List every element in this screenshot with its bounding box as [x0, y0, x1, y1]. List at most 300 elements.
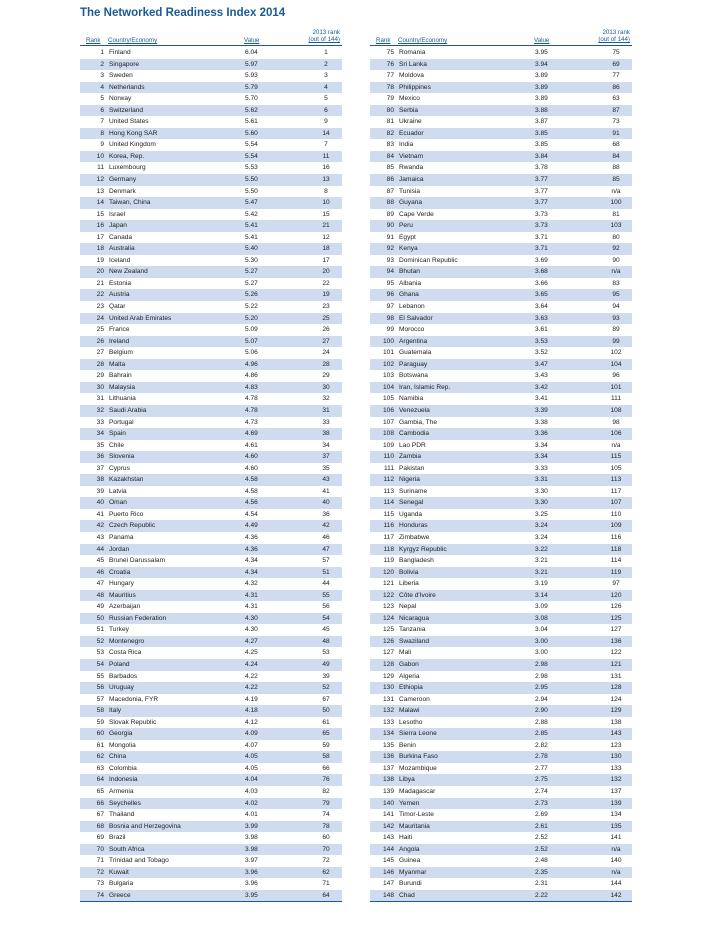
- rank-cell: 7: [100, 118, 104, 126]
- rank-2013-cell: n/a: [611, 868, 621, 876]
- table-row: [370, 532, 632, 544]
- country-cell: Morocco: [399, 326, 425, 334]
- value-cell: 4.86: [245, 372, 258, 380]
- table-row: [370, 601, 632, 613]
- value-cell: 6.04: [245, 49, 258, 56]
- table-row: [80, 440, 342, 452]
- country-cell: Botswana: [399, 372, 428, 380]
- rank-2013-cell: 4: [324, 83, 328, 91]
- table-row: [80, 128, 342, 140]
- rank-2013-cell: 69: [612, 60, 620, 68]
- table-row: [370, 751, 632, 763]
- rank-2013-cell: 3: [324, 72, 328, 80]
- country-cell: Taiwan, China: [109, 199, 151, 207]
- table-row: [370, 232, 632, 244]
- table-row: [80, 740, 342, 752]
- table-row: [370, 567, 632, 579]
- value-cell: 3.87: [535, 118, 548, 126]
- country-cell: Hong Kong SAR: [109, 129, 158, 137]
- country-cell: Côte d'Ivoire: [399, 591, 436, 599]
- table-row: [370, 867, 632, 879]
- rank-2013-cell: 30: [322, 383, 330, 391]
- table-row: [370, 486, 632, 498]
- rank-2013-cell: 27: [322, 337, 330, 345]
- country-cell: Argentina: [399, 337, 428, 345]
- country-cell: Nepal: [399, 603, 417, 611]
- rank-cell: 89: [386, 210, 394, 218]
- rank-2013-cell: 118: [610, 545, 622, 553]
- rank-cell: 77: [386, 72, 394, 80]
- table-row: [80, 624, 342, 636]
- rank-2013-cell: 87: [612, 106, 620, 114]
- value-cell: 3.30: [535, 499, 548, 507]
- rank-2013-cell: 65: [322, 730, 330, 738]
- country-cell: El Salvador: [399, 314, 433, 322]
- value-cell: 3.89: [535, 72, 548, 80]
- country-cell: Sierra Leone: [399, 730, 437, 738]
- table-header: [80, 27, 342, 46]
- table-row: [370, 671, 632, 683]
- rank-cell: 67: [96, 811, 104, 819]
- value-cell: 4.03: [245, 788, 258, 795]
- country-cell: Chile: [109, 441, 125, 449]
- value-cell: 5.40: [245, 245, 258, 253]
- table-row: [80, 544, 342, 556]
- value-cell: 3.84: [535, 152, 548, 160]
- rank-2013-cell: 139: [610, 799, 622, 807]
- rank-cell: 56: [96, 684, 104, 692]
- rank-2013-cell: 40: [322, 499, 330, 507]
- rank-2013-cell: 84: [612, 152, 620, 160]
- rank-2013-cell: 7: [324, 141, 328, 149]
- rank-cell: 144: [382, 845, 394, 853]
- country-cell: Liberia: [399, 580, 419, 588]
- rank-cell: 35: [96, 441, 104, 449]
- country-cell: Yemen: [399, 799, 420, 807]
- country-cell: Myanmar: [399, 868, 427, 876]
- country-cell: Denmark: [109, 187, 136, 195]
- country-cell: Pakistan: [399, 464, 425, 472]
- country-cell: Bulgaria: [109, 880, 134, 888]
- rank-cell: 135: [382, 741, 394, 749]
- table-row: [80, 520, 342, 532]
- rank-2013-cell: 81: [612, 210, 620, 218]
- country-cell: Norway: [109, 95, 132, 103]
- country-cell: United States: [109, 118, 149, 126]
- country-cell: Azerbaijan: [109, 603, 141, 611]
- rank-2013-cell: 128: [610, 684, 622, 692]
- country-cell: Suriname: [399, 487, 428, 495]
- value-cell: 2.22: [535, 891, 548, 899]
- rank-cell: 34: [96, 430, 104, 438]
- value-cell: 2.52: [535, 834, 548, 842]
- rank-2013-cell: 113: [610, 476, 622, 484]
- country-cell: Malta: [109, 360, 126, 368]
- table-row: [370, 347, 632, 359]
- rank-cell: 134: [382, 730, 394, 738]
- table-row: [80, 382, 342, 394]
- table-row: [80, 266, 342, 278]
- country-cell: Madagascar: [399, 788, 436, 795]
- value-cell: 3.65: [535, 291, 548, 299]
- table-row: [370, 624, 632, 636]
- rank-cell: 54: [96, 660, 104, 668]
- rank-cell: 112: [383, 476, 394, 484]
- rank-cell: 59: [96, 718, 104, 726]
- rank-cell: 75: [386, 49, 394, 56]
- rank-2013-cell: 126: [610, 603, 622, 611]
- rank-cell: 110: [383, 453, 394, 461]
- country-cell: Slovak Republic: [109, 718, 157, 726]
- rank-cell: 42: [96, 522, 104, 530]
- value-cell: 3.41: [535, 395, 548, 403]
- value-cell: 3.99: [245, 822, 258, 830]
- value-cell: 3.53: [535, 337, 548, 345]
- table-bottom-rule: [370, 901, 632, 902]
- rank-2013-cell: 64: [322, 891, 330, 899]
- rank-cell: 111: [383, 464, 394, 472]
- rank-2013-cell: n/a: [611, 268, 621, 276]
- table-row: [80, 278, 342, 290]
- country-cell: Peru: [399, 222, 413, 230]
- value-cell: 3.77: [535, 176, 548, 184]
- country-cell: Kuwait: [109, 868, 129, 876]
- rank-cell: 36: [96, 453, 104, 461]
- value-cell: 3.00: [535, 637, 548, 645]
- value-cell: 2.61: [535, 822, 548, 830]
- rank-2013-cell: 98: [612, 418, 620, 426]
- table-row: [370, 105, 632, 117]
- table-row: [80, 682, 342, 694]
- rank-2013-cell: 106: [610, 430, 622, 438]
- table-row: [80, 255, 342, 267]
- country-cell: Estonia: [109, 279, 131, 287]
- rank-cell: 97: [386, 303, 394, 311]
- table-row: [370, 647, 632, 659]
- rank-cell: 83: [386, 141, 394, 149]
- country-cell: Tanzania: [399, 626, 426, 634]
- rank-cell: 127: [382, 649, 394, 657]
- table-row: [370, 428, 632, 440]
- country-cell: Romania: [399, 49, 426, 56]
- rank-cell: 43: [96, 533, 104, 541]
- rank-2013-cell: 20: [322, 268, 330, 276]
- rank-2013-cell: 130: [610, 753, 622, 761]
- value-cell: 2.82: [535, 741, 548, 749]
- rank-2013-cell: 78: [322, 822, 330, 830]
- country-cell: Zambia: [399, 453, 421, 461]
- value-cell: 5.20: [245, 314, 258, 322]
- rank-2013-cell: 102: [610, 349, 622, 357]
- header-2013-rank-line2: (out of 144): [598, 36, 630, 44]
- country-cell: Albania: [399, 279, 421, 287]
- value-cell: 4.58: [245, 487, 258, 495]
- header-rank: Rank: [376, 37, 391, 44]
- rank-2013-cell: 12: [322, 233, 330, 241]
- rank-cell: 49: [96, 603, 104, 611]
- table-row: [370, 82, 632, 94]
- country-cell: Namibia: [399, 395, 424, 403]
- rank-cell: 87: [386, 187, 394, 195]
- country-cell: Sri Lanka: [399, 60, 427, 68]
- rank-cell: 142: [382, 822, 394, 830]
- rank-cell: 124: [382, 614, 394, 622]
- rank-2013-cell: 48: [322, 637, 330, 645]
- country-cell: Malawi: [399, 707, 420, 715]
- value-cell: 5.60: [245, 129, 258, 137]
- country-cell: Ecuador: [399, 129, 424, 137]
- table-row: [370, 578, 632, 590]
- country-cell: Cameroon: [399, 695, 430, 703]
- rank-cell: 32: [96, 406, 104, 414]
- rank-cell: 93: [386, 256, 394, 264]
- rank-cell: 10: [96, 152, 104, 160]
- value-cell: 4.60: [245, 453, 258, 461]
- country-cell: Burkina Faso: [399, 753, 438, 761]
- value-cell: 2.95: [535, 684, 548, 692]
- table-row: [370, 774, 632, 786]
- value-cell: 3.25: [535, 510, 548, 518]
- country-cell: Czech Republic: [109, 522, 156, 530]
- rank-cell: 143: [382, 834, 394, 842]
- header-value: Value: [244, 37, 260, 44]
- value-cell: 2.90: [535, 707, 548, 715]
- country-cell: Trinidad and Tobago: [109, 857, 169, 865]
- rank-2013-cell: 79: [322, 799, 330, 807]
- rank-2013-cell: 133: [610, 764, 622, 772]
- country-cell: Jordan: [109, 545, 130, 553]
- rank-cell: 28: [96, 360, 104, 368]
- table-row: [370, 497, 632, 509]
- page-title: The Networked Readiness Index 2014: [80, 7, 286, 19]
- value-cell: 4.31: [245, 591, 258, 599]
- country-cell: Uganda: [399, 510, 423, 518]
- value-cell: 5.26: [245, 291, 258, 299]
- value-cell: 4.22: [245, 684, 258, 692]
- country-cell: Colombia: [109, 764, 137, 772]
- country-cell: Italy: [109, 707, 122, 715]
- country-cell: Hungary: [109, 580, 134, 588]
- value-cell: 5.30: [245, 256, 258, 264]
- rank-2013-cell: 63: [612, 95, 620, 103]
- table-row: [80, 844, 342, 856]
- rank-2013-cell: 18: [322, 245, 330, 253]
- table-row: [80, 93, 342, 105]
- table-row: [370, 509, 632, 521]
- table-row: [370, 844, 632, 856]
- country-cell: Honduras: [399, 522, 428, 530]
- country-cell: Dominican Republic: [399, 256, 458, 264]
- rank-2013-cell: 125: [610, 614, 622, 622]
- rank-cell: 27: [96, 349, 104, 357]
- table-row: [370, 220, 632, 232]
- table-row: [80, 47, 342, 59]
- rank-2013-cell: 107: [610, 499, 622, 507]
- rank-cell: 61: [96, 741, 104, 749]
- rank-2013-cell: 44: [322, 580, 330, 588]
- table-row: [370, 694, 632, 706]
- rank-cell: 70: [96, 845, 104, 853]
- value-cell: 3.47: [535, 360, 548, 368]
- rank-cell: 98: [386, 314, 394, 322]
- value-cell: 3.30: [535, 487, 548, 495]
- rank-2013-cell: 23: [322, 303, 330, 311]
- rank-2013-cell: 114: [610, 557, 622, 565]
- country-cell: Canada: [109, 233, 133, 241]
- country-cell: Cambodia: [399, 430, 430, 438]
- country-cell: Brazil: [109, 834, 126, 842]
- country-cell: Moldova: [399, 72, 424, 80]
- value-cell: 2.48: [535, 857, 548, 865]
- country-cell: Singapore: [109, 60, 140, 68]
- rank-2013-cell: 137: [610, 788, 622, 795]
- rank-cell: 81: [386, 118, 394, 126]
- table-row: [80, 809, 342, 821]
- rank-cell: 47: [96, 580, 104, 588]
- rank-2013-cell: 108: [610, 406, 622, 414]
- table-row: [370, 705, 632, 717]
- rank-cell: 122: [382, 591, 394, 599]
- table-body-right: [370, 47, 632, 901]
- rank-cell: 12: [96, 176, 104, 184]
- rank-cell: 48: [96, 591, 104, 599]
- rank-2013-cell: 92: [612, 245, 620, 253]
- rank-2013-cell: 61: [322, 718, 330, 726]
- table-row: [80, 417, 342, 429]
- rank-cell: 29: [96, 372, 104, 380]
- country-cell: Zimbabwe: [399, 533, 430, 541]
- table-row: [370, 636, 632, 648]
- rank-cell: 145: [382, 857, 394, 865]
- value-cell: 4.73: [245, 418, 258, 426]
- value-cell: 3.09: [535, 603, 548, 611]
- value-cell: 5.54: [245, 141, 258, 149]
- rank-2013-cell: 71: [322, 880, 330, 888]
- header-value: Value: [534, 37, 550, 44]
- table-row: [80, 393, 342, 405]
- rank-cell: 121: [382, 580, 394, 588]
- table-row: [80, 751, 342, 763]
- value-cell: 3.95: [245, 891, 258, 899]
- table-row: [80, 798, 342, 810]
- rank-2013-cell: 123: [610, 741, 622, 749]
- rank-2013-cell: 105: [610, 464, 622, 472]
- rank-cell: 120: [382, 568, 394, 576]
- value-cell: 4.19: [245, 695, 258, 703]
- table-row: [370, 555, 632, 567]
- rank-cell: 71: [96, 857, 104, 865]
- country-cell: Macedonia, FYR: [109, 695, 159, 703]
- rank-2013-cell: 101: [610, 383, 622, 391]
- table-row: [80, 636, 342, 648]
- country-cell: Thailand: [109, 811, 135, 819]
- table-row: [370, 798, 632, 810]
- rank-cell: 11: [97, 164, 104, 172]
- value-cell: 2.52: [535, 845, 548, 853]
- value-cell: 3.85: [535, 141, 548, 149]
- table-row: [80, 878, 342, 890]
- country-cell: Bahrain: [109, 372, 132, 380]
- value-cell: 4.22: [245, 672, 258, 680]
- table-row: [80, 151, 342, 163]
- value-cell: 4.12: [245, 718, 258, 726]
- rank-2013-cell: 99: [612, 337, 620, 345]
- table-row: [370, 440, 632, 452]
- value-cell: 3.61: [535, 326, 548, 334]
- country-cell: Haiti: [399, 834, 413, 842]
- country-cell: Greece: [109, 891, 131, 899]
- value-cell: 3.95: [535, 49, 548, 56]
- rank-2013-cell: 60: [322, 834, 330, 842]
- value-cell: 3.69: [535, 256, 548, 264]
- country-cell: Paraguay: [399, 360, 428, 368]
- country-cell: Seychelles: [109, 799, 141, 807]
- header-country: Country/Economy: [398, 37, 448, 44]
- rank-cell: 88: [386, 199, 394, 207]
- country-cell: Libya: [399, 776, 415, 784]
- country-cell: Guatemala: [399, 349, 432, 357]
- value-cell: 3.33: [535, 464, 548, 472]
- country-cell: Mozambique: [399, 764, 437, 772]
- rank-2013-cell: 37: [322, 453, 330, 461]
- country-cell: Turkey: [109, 626, 129, 634]
- rank-cell: 9: [100, 141, 104, 149]
- value-cell: 3.31: [535, 476, 548, 484]
- rank-2013-cell: 41: [322, 487, 330, 495]
- country-cell: Spain: [109, 430, 126, 438]
- rank-cell: 69: [96, 834, 104, 842]
- rank-2013-cell: 59: [322, 741, 330, 749]
- table-row: [370, 151, 632, 163]
- value-cell: 5.41: [245, 222, 258, 230]
- table-row: [80, 671, 342, 683]
- country-cell: Guyana: [399, 199, 423, 207]
- table-row: [370, 520, 632, 532]
- table-row: [370, 324, 632, 336]
- rank-2013-cell: 6: [324, 106, 328, 114]
- value-cell: 3.77: [535, 199, 548, 207]
- value-cell: 4.61: [245, 441, 258, 449]
- table-row: [80, 532, 342, 544]
- country-cell: Gambia, The: [399, 418, 437, 426]
- rank-cell: 104: [382, 383, 394, 391]
- value-cell: 3.08: [535, 614, 548, 622]
- value-cell: 2.98: [535, 672, 548, 680]
- value-cell: 3.89: [535, 95, 548, 103]
- country-cell: Iceland: [109, 256, 131, 264]
- value-cell: 3.24: [535, 533, 548, 541]
- value-cell: 4.78: [245, 395, 258, 403]
- table-row: [80, 590, 342, 602]
- country-cell: Kazakhstan: [109, 476, 144, 484]
- rank-cell: 73: [96, 880, 104, 888]
- value-cell: 5.93: [245, 72, 258, 80]
- rank-cell: 33: [96, 418, 104, 426]
- rank-cell: 116: [383, 522, 394, 530]
- value-cell: 3.85: [535, 129, 548, 137]
- rank-cell: 107: [382, 418, 394, 426]
- rank-cell: 23: [96, 303, 104, 311]
- country-cell: Malaysia: [109, 383, 136, 391]
- rank-cell: 57: [96, 695, 104, 703]
- value-cell: 3.42: [535, 383, 548, 391]
- value-cell: 4.58: [245, 476, 258, 484]
- value-cell: 4.30: [245, 626, 258, 634]
- table-row: [80, 59, 342, 71]
- rank-cell: 18: [96, 245, 104, 253]
- value-cell: 3.68: [535, 268, 548, 276]
- table-row: [370, 289, 632, 301]
